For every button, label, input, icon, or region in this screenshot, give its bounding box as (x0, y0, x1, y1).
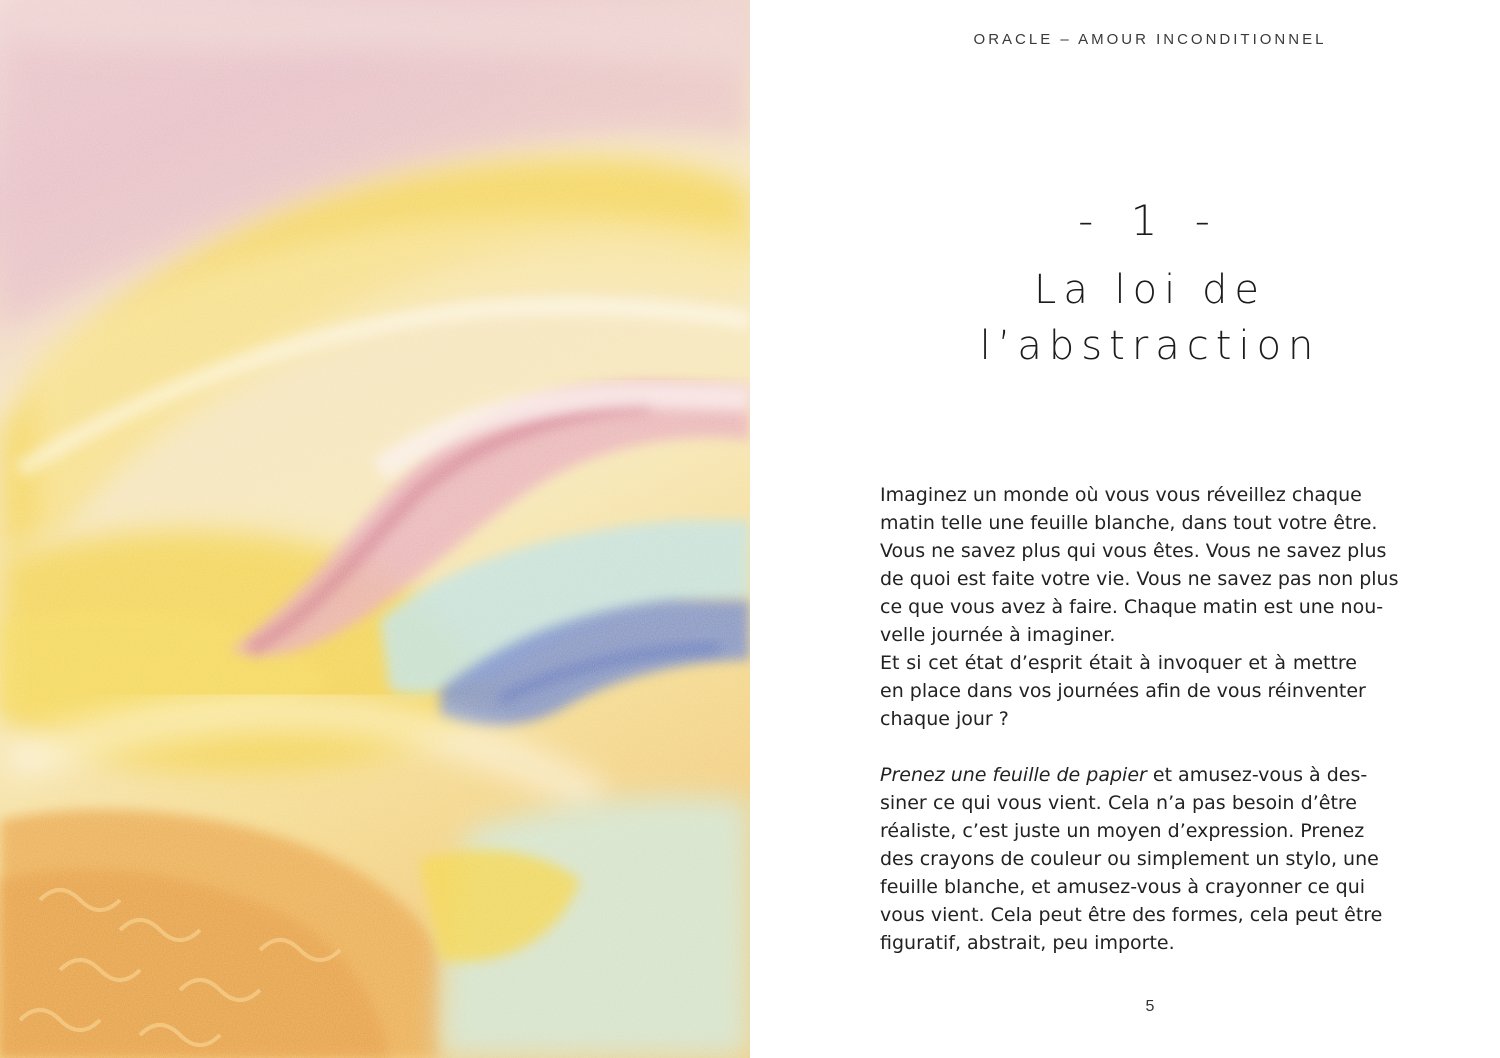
text-line-with-emphasis (880, 761, 1368, 789)
text-line: Vous ne savez plus qui vous êtes. Vous ne savez plus (880, 540, 1387, 562)
text-line: Imaginez un monde où vous vous réveillez chaque (880, 484, 1362, 506)
text-line: en place dans vos journées afin de vous réinventer (880, 680, 1366, 702)
text-line: chaque jour ? (880, 708, 1009, 730)
paragraph-2 (880, 649, 1366, 733)
text-line: matin telle une feuille blanche, dans tout votre être. (880, 512, 1378, 534)
page-number: 5 (1145, 998, 1155, 1015)
chapter-title-line-2: l’abstraction (979, 323, 1321, 369)
paragraph-1 (880, 481, 1399, 649)
text-run: et amusez-vous à des- (1146, 764, 1368, 786)
text-line: feuille blanche, et amusez-vous à crayonner ce qui (880, 876, 1366, 898)
text-line: de quoi est faite votre vie. Vous ne savez pas non plus (880, 568, 1399, 590)
text-line: figuratif, abstrait, peu importe. (880, 932, 1175, 954)
body-text (880, 481, 1399, 957)
paragraph-3 (880, 761, 1383, 957)
text-line: Et si cet état d’esprit était à invoquer et à mettre (880, 652, 1357, 674)
text-page (750, 0, 1500, 1058)
chapter-title (750, 262, 1500, 374)
chapter-title-line-1: La loi de (1034, 267, 1266, 313)
text-line: des crayons de couleur ou simplement un stylo, une (880, 848, 1379, 870)
chapter-number: - 1 - (1078, 196, 1222, 245)
emphasis-text: Prenez une feuille de papier (880, 764, 1147, 786)
text-line: ce que vous avez à faire. Chaque matin est une nou- (880, 596, 1384, 618)
running-header: ORACLE – AMOUR INCONDITIONNEL (973, 31, 1327, 48)
paragraph-gap (880, 733, 1357, 761)
text-line: velle journée à imaginer. (880, 624, 1116, 646)
text-line: vous vient. Cela peut être des formes, cela peut être (880, 904, 1383, 926)
text-line: réaliste, c’est juste un moyen d’expression. Prenez (880, 820, 1365, 842)
text-line: siner ce qui vous vient. Cela n’a pas besoin d’être (880, 792, 1357, 814)
